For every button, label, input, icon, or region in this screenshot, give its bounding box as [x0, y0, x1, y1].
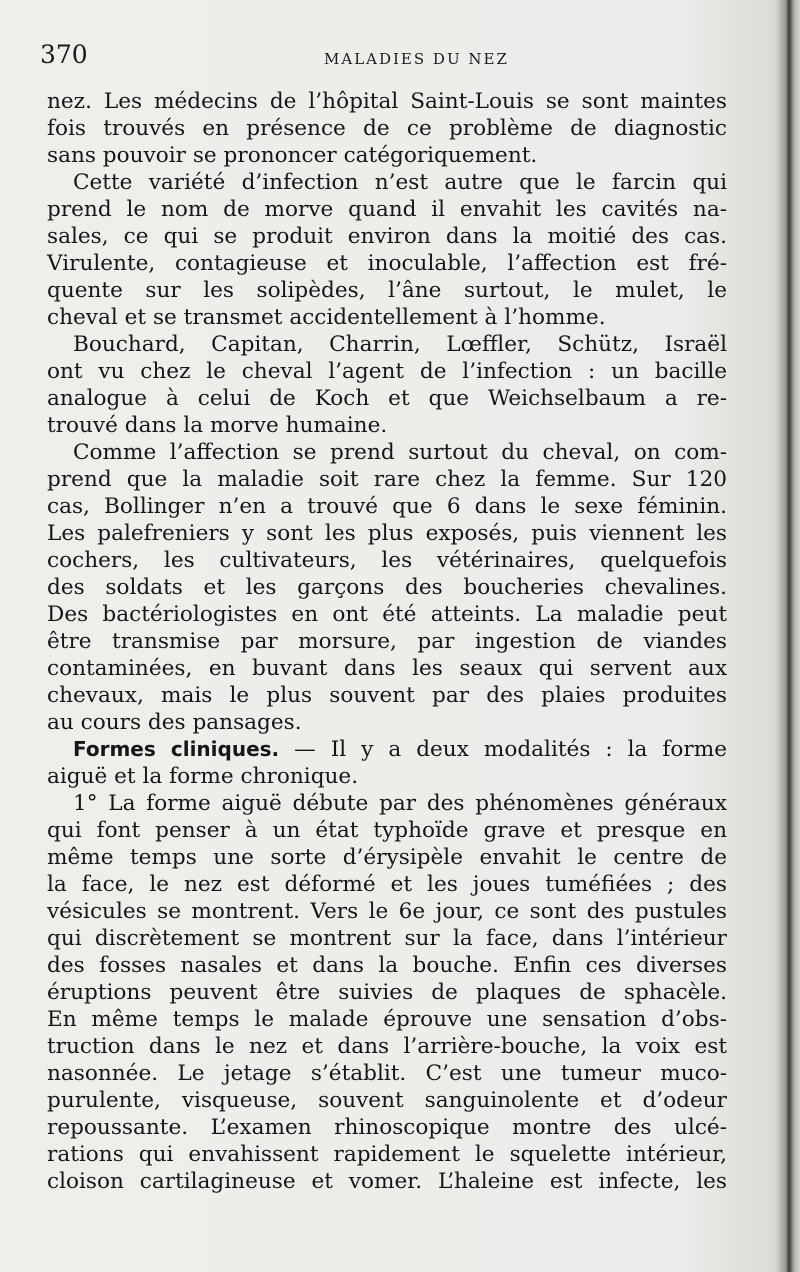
- text-line: chevaux, mais le plus souvent par des plaies produites: [47, 683, 727, 708]
- text-line: des fosses nasales et dans la bouche. Enfin ces diverses: [47, 953, 727, 978]
- page-number: 370: [40, 40, 88, 69]
- text-line: quente sur les solipèdes, l’âne surtout, le mulet, le: [47, 278, 727, 303]
- text-line: En même temps le malade éprouve une sensation d’obs-: [47, 1007, 727, 1032]
- text-line: Cette variété d’infection n’est autre que le farcin qui: [73, 170, 727, 195]
- text-line: Comme l’affection se prend surtout du cheval, on com-: [73, 440, 727, 465]
- text-line: prend le nom de morve quand il envahit les cavités na-: [47, 197, 727, 222]
- text-line: des soldats et les garçons des boucheries chevalines.: [47, 575, 727, 600]
- text-line: cloison cartilagineuse et vomer. L’haleine est infecte, les: [47, 1169, 727, 1194]
- text-line: prend que la maladie soit rare chez la femme. Sur 120: [47, 467, 727, 492]
- text-line: cas, Bollinger n’en a trouvé que 6 dans le sexe féminin.: [47, 494, 727, 519]
- section-heading-line: [47, 736, 727, 763]
- text-line: fois trouvés en présence de ce problème de diagnostic: [47, 116, 727, 141]
- page-header: [40, 40, 730, 72]
- text-line: qui discrètement se montrent sur la face, dans l’intérieur: [47, 926, 727, 951]
- section-heading: Formes cliniques.: [73, 737, 280, 761]
- text-line: sales, ce qui se produit environ dans la moitié des cas.: [47, 224, 727, 249]
- book-spine-shadow: [776, 0, 800, 1272]
- text-line: repoussante. L’examen rhinoscopique montre des ulcé-: [47, 1115, 727, 1140]
- section-heading-continuation: — Il y a deux modalités : la forme: [294, 737, 727, 762]
- text-line: être transmise par morsure, par ingestion de viandes: [47, 629, 727, 654]
- text-line: rations qui envahissent rapidement le squelette intérieur,: [47, 1142, 727, 1167]
- text-line: purulente, visqueuse, souvent sanguinolente et d’odeur: [47, 1088, 727, 1113]
- text-line: la face, le nez est déformé et les joues tuméfiées ; des: [47, 872, 727, 897]
- text-line: analogue à celui de Koch et que Weichselbaum a re-: [47, 386, 727, 411]
- text-line: cochers, les cultivateurs, les vétérinaires, quelquefois: [47, 548, 727, 573]
- text-line: sans pouvoir se prononcer catégoriquement.: [47, 143, 538, 168]
- running-head: MALADIES DU NEZ: [324, 50, 509, 68]
- text-line: cheval et se transmet accidentellement à l’homme.: [47, 305, 606, 330]
- text-line: qui font penser à un état typhoïde grave et presque en: [47, 818, 727, 843]
- text-line: Bouchard, Capitan, Charrin, Lœffler, Schütz, Israël: [73, 332, 727, 357]
- text-line: aiguë et la forme chronique.: [47, 764, 359, 789]
- text-line: contaminées, en buvant dans les seaux qui servent aux: [47, 656, 727, 681]
- text-line: nez. Les médecins de l’hôpital Saint-Louis se sont maintes: [47, 89, 727, 114]
- body-text: [47, 88, 727, 1195]
- text-line: 1° La forme aiguë débute par des phénomènes généraux: [73, 791, 727, 816]
- text-line: trouvé dans la morve humaine.: [47, 413, 388, 438]
- text-line: même temps une sorte d’érysipèle envahit le centre de: [47, 845, 727, 870]
- text-line: Virulente, contagieuse et inoculable, l’affection est fré-: [47, 251, 727, 276]
- text-line: ont vu chez le cheval l’agent de l’infection : un bacille: [47, 359, 727, 384]
- text-line: au cours des pansages.: [47, 710, 302, 735]
- text-line: nasonnée. Le jetage s’établit. C’est une tumeur muco-: [47, 1061, 727, 1086]
- text-line: vésicules se montrent. Vers le 6e jour, ce sont des pustules: [47, 899, 727, 924]
- text-line: Les palefreniers y sont les plus exposés, puis viennent les: [47, 521, 727, 546]
- text-line: Des bactériologistes en ont été atteints. La maladie peut: [47, 602, 727, 627]
- text-line: éruptions peuvent être suivies de plaques de sphacèle.: [47, 980, 727, 1005]
- text-line: truction dans le nez et dans l’arrière-bouche, la voix est: [47, 1034, 727, 1059]
